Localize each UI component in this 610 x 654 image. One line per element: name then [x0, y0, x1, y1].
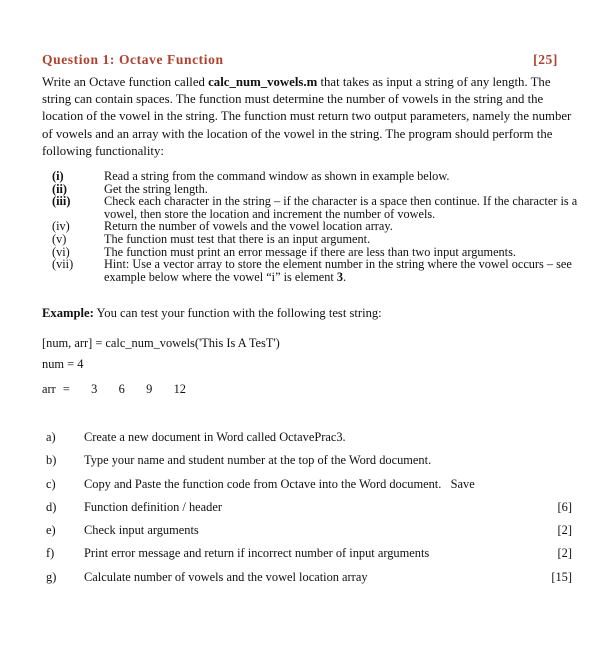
task-number: (vi) — [52, 244, 70, 259]
task-item — [52, 258, 592, 283]
example-text: You can test your function with the following test string: — [93, 306, 382, 320]
task-element-number: 3 — [336, 269, 344, 284]
list-item — [46, 546, 572, 569]
example-arr-output — [42, 382, 186, 397]
list-marks: [6] — [557, 499, 572, 514]
task-text: Get the string length. — [104, 181, 208, 196]
list-item — [46, 570, 572, 593]
task-item — [52, 195, 592, 220]
intro-paragraph — [42, 74, 582, 160]
intro-text-start: Write an Octave function called — [42, 75, 209, 89]
example-label: Example: — [42, 306, 94, 320]
task-number: (iii) — [52, 194, 71, 209]
arr-output-text: arr = 3 6 9 12 — [42, 382, 186, 396]
task-list — [52, 170, 592, 283]
list-letter: d) — [46, 499, 57, 514]
example-call: [num, arr] = calc_num_vowels('This Is A TesT') — [42, 336, 280, 350]
instruction-list — [46, 430, 572, 593]
intro-text-end: that takes as input a string of any length. The string can contain spaces. The function must determine the number of vowels in the string and the location of the vowel in the string. The function must return two output parameters, namely the number of vowels and an array with the location of the vowel in the string. The program should perform the following functionality: — [42, 75, 572, 158]
task-number: (v) — [52, 231, 67, 246]
list-item — [46, 523, 572, 546]
list-letter: a) — [46, 430, 56, 444]
question-heading — [42, 52, 558, 68]
task-text: Return the number of vowels and the vowel location array. — [104, 219, 393, 234]
question-title: Question 1: Octave Function — [42, 52, 224, 67]
task-number: (vii) — [52, 257, 74, 272]
list-text: Calculate number of vowels and the vowel location array — [84, 569, 368, 584]
list-item — [46, 453, 572, 476]
list-marks: [2] — [557, 523, 572, 538]
list-item — [46, 500, 572, 523]
list-item — [46, 477, 572, 500]
list-text: Function definition / header — [84, 499, 222, 514]
list-letter: g) — [46, 569, 57, 584]
list-text: Print error message and return if incorrect number of input arguments — [84, 546, 430, 561]
list-marks: [2] — [557, 546, 572, 561]
task-text: Read a string from the command window as shown in example below. — [104, 169, 450, 183]
list-letter: f) — [46, 546, 55, 561]
task-number: (ii) — [52, 181, 68, 196]
task-number: (iv) — [52, 219, 70, 234]
task-text: Check each character in the string – if the character is a space then continue. If the character is a vowel, then store the location and increment the number of vowels. — [104, 194, 578, 221]
list-letter: e) — [46, 523, 56, 538]
list-item — [46, 430, 572, 453]
task-number: (i) — [52, 169, 64, 183]
question-marks: [25] — [533, 52, 558, 67]
example-line — [42, 306, 382, 321]
task-text: The function must test that there is an input argument. — [104, 231, 371, 246]
list-marks: [15] — [551, 569, 572, 584]
list-letter: b) — [46, 453, 57, 468]
example-num-output: num = 4 — [42, 357, 84, 371]
list-text: Copy and Paste the function code from Octave into the Word document. Save — [84, 476, 475, 491]
task-text: The function must print an error message if there are less than two input arguments. — [104, 244, 516, 259]
task-text: Hint: Use a vector array to store the element number in the string where the vowel occurs – see example below where the vowel “i” is element — [104, 257, 572, 284]
list-text: Type your name and student number at the top of the Word document. — [84, 453, 432, 468]
list-text: Check input arguments — [84, 523, 199, 538]
function-filename: calc_num_vowels.m — [208, 75, 318, 89]
task-text-end: . — [343, 269, 347, 284]
list-letter: c) — [46, 476, 56, 491]
list-text: Create a new document in Word called OctavePrac3. — [84, 430, 346, 444]
